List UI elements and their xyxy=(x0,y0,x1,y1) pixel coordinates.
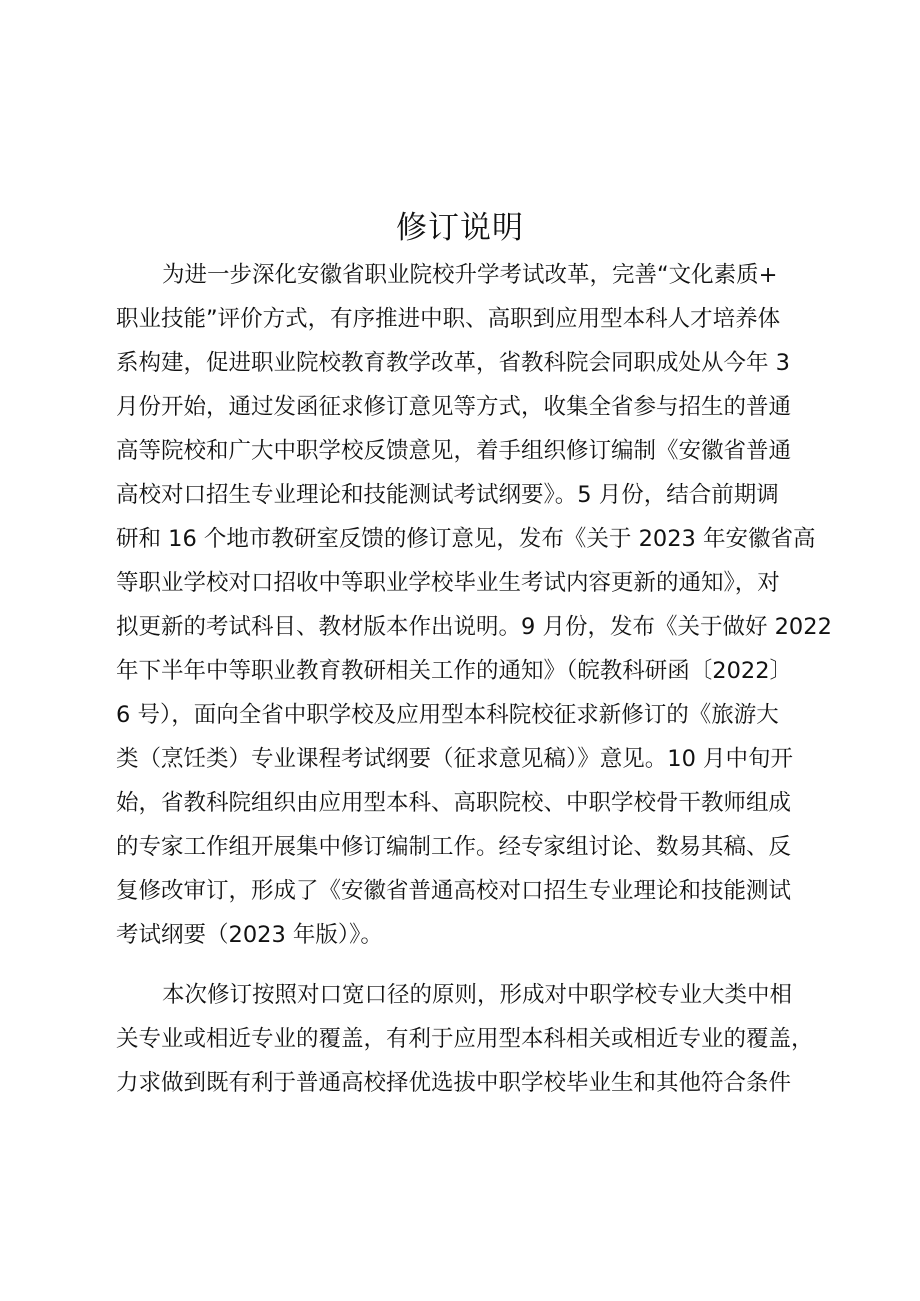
paragraph-1-line: 系构建，促进职业院校教育教学改革，省教科院会同职成处从今年 3 xyxy=(116,350,790,376)
paragraph-1-line: 的专家工作组开展集中修订编制工作。经专家组讨论、数易其稿、反 xyxy=(116,834,792,860)
paragraph-1-line: 拟更新的考试科目、教材版本作出说明。9 月份，发布《关于做好 2022 xyxy=(116,614,832,640)
paragraph-1-line: 为进一步深化安徽省职业院校升学考试改革，完善“文化素质+ xyxy=(162,262,778,288)
paragraph-1-line: 始，省教科院组织由应用型本科、高职院校、中职学校骨干教师组成 xyxy=(116,790,792,816)
paragraph-1-line: 类（烹饪类）专业课程考试纲要（征求意见稿）》意见。10 月中旬开 xyxy=(116,746,794,772)
paragraph-2-line: 本次修订按照对口宽口径的原则，形成对中职学校专业大类中相 xyxy=(162,982,793,1008)
paragraph-1-line: 高等院校和广大中职学校反馈意见，着手组织修订编制《安徽省普通 xyxy=(116,438,792,464)
paragraph-1-line: 6 号），面向全省中职学校及应用型本科院校征求新修订的《旅游大 xyxy=(116,702,779,728)
paragraph-1-line: 月份开始，通过发函征求修订意见等方式，收集全省参与招生的普通 xyxy=(116,394,792,420)
page-title: 修订说明 xyxy=(396,210,524,246)
paragraph-2-line: 力求做到既有利于普通高校择优选拔中职学校毕业生和其他符合条件 xyxy=(116,1070,792,1096)
paragraph-1-line: 研和 16 个地市教研室反馈的修订意见，发布《关于 2023 年安徽省高 xyxy=(116,526,816,552)
paragraph-1-line: 年下半年中等职业教育教研相关工作的通知》（皖教科研函〔2022〕 xyxy=(116,658,793,684)
paragraph-1-line: 职业技能”评价方式，有序推进中职、高职到应用型本科人才培养体 xyxy=(116,306,781,332)
paragraph-1-line: 考试纲要（2023 年版）》。 xyxy=(116,922,383,948)
paragraph-2-line: 关专业或相近专业的覆盖，有利于应用型本科相关或相近专业的覆盖， xyxy=(116,1026,814,1052)
paragraph-1-line: 高校对口招生专业理论和技能测试考试纲要》。5 月份，结合前期调 xyxy=(116,482,779,508)
paragraph-1-line: 等职业学校对口招收中等职业学校毕业生考试内容更新的通知》，对 xyxy=(116,570,780,596)
paragraph-1-line: 复修改审订，形成了《安徽省普通高校对口招生专业理论和技能测试 xyxy=(116,878,792,904)
